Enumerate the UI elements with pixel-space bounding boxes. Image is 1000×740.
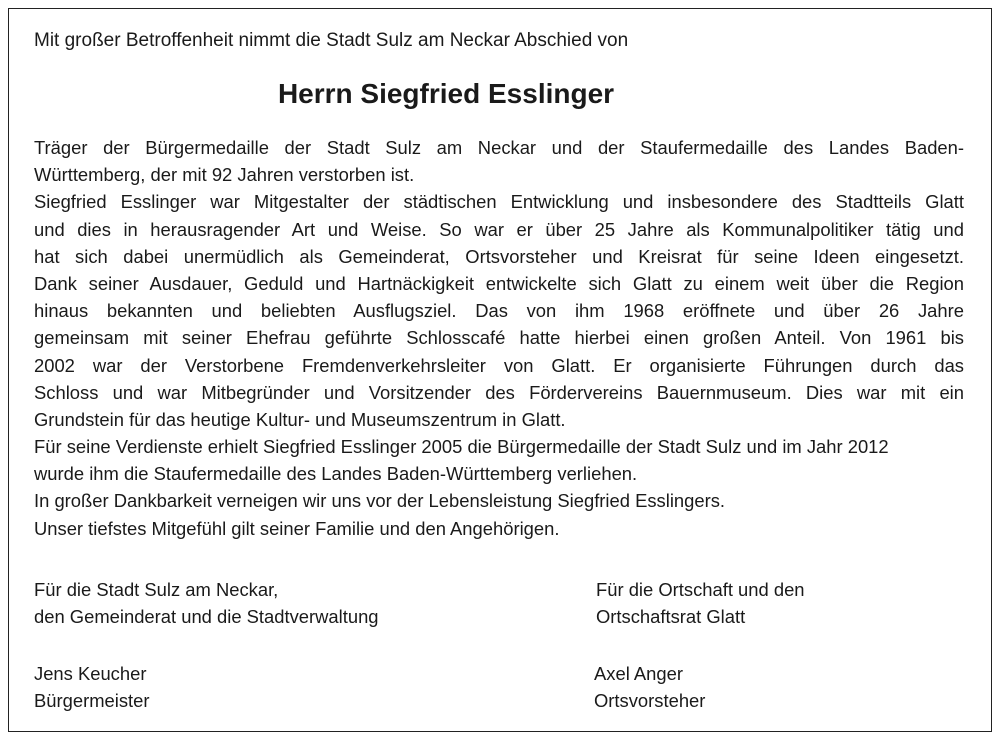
signature-right-role: Ortsvorsteher <box>594 690 706 712</box>
signature-left-role: Bürgermeister <box>34 690 150 712</box>
intro-text: Mit großer Betroffenheit nimmt die Stadt Sulz am Neckar Abschied von <box>34 30 629 51</box>
signature-left-name: Jens Keucher <box>34 663 147 684</box>
body-line: Grundstein für das heutige Kultur- und Museumszentrum in Glatt. <box>34 408 566 430</box>
obituary-body <box>34 134 964 542</box>
signature-left-line1: Für die Stadt Sulz am Neckar, <box>34 579 279 600</box>
body-line: Für seine Verdienste erhielt Siegfried Esslinger 2005 die Bürgermedaille der Stadt Sulz und im Jahr 2012 <box>34 436 889 458</box>
body-line: Dank seiner Ausdauer, Geduld und Hartnäckigkeit entwickelte sich Glatt zu einem weit über die Region <box>34 272 964 294</box>
signature-right-organization <box>596 576 805 630</box>
body-line: und dies in herausragender Art und Weise. So war er über 25 Jahre als Kommunalpolitiker tätig und <box>34 218 964 240</box>
signature-left-line2: den Gemeinderat und die Stadtverwaltung <box>34 606 379 628</box>
body-line: Träger der Bürgermedaille der Stadt Sulz am Neckar und der Staufermedaille des Landes Baden- <box>34 137 964 158</box>
signature-right-line2: Ortschaftsrat Glatt <box>596 606 746 628</box>
body-line: Württemberg, der mit 92 Jahren verstorben ist. <box>34 164 415 186</box>
signature-left-person <box>34 660 150 714</box>
signature-left-organization <box>34 576 379 630</box>
signature-right-name: Axel Anger <box>594 663 683 684</box>
body-line: wurde ihm die Staufermedaille des Landes Baden-Württemberg verliehen. <box>34 463 638 485</box>
body-line: Siegfried Esslinger war Mitgestalter der städtischen Entwicklung und insbesondere des Stadtteils Glatt <box>34 191 964 213</box>
deceased-name: Herrn Siegfried Esslinger <box>277 78 615 109</box>
body-line: 2002 war der Verstorbene Fremdenverkehrsleiter von Glatt. Er organisierte Führungen durch das <box>34 354 964 376</box>
body-line: In großer Dankbarkeit verneigen wir uns vor der Lebensleistung Siegfried Esslingers. <box>34 490 726 512</box>
signature-right-person <box>594 660 705 714</box>
body-line: Unser tiefstes Mitgefühl gilt seiner Familie und den Angehörigen. <box>34 517 560 539</box>
body-line: gemeinsam mit seiner Ehefrau geführte Schlosscafé hatte hierbei einen großen Anteil. Von 1961 bis <box>34 327 964 349</box>
body-line: hat sich dabei unermüdlich als Gemeinderat, Ortsvorsteher und Kreisrat für seine Ideen eingesetzt. <box>34 245 964 267</box>
body-line: Schloss und war Mitbegründer und Vorsitzender des Fördervereins Bauernmuseum. Dies war mit ein <box>34 381 964 403</box>
body-line: hinaus bekannten und beliebten Ausflugsziel. Das von ihm 1968 eröffnete und über 26 Jahre <box>34 300 964 322</box>
signature-right-line1: Für die Ortschaft und den <box>596 579 805 600</box>
